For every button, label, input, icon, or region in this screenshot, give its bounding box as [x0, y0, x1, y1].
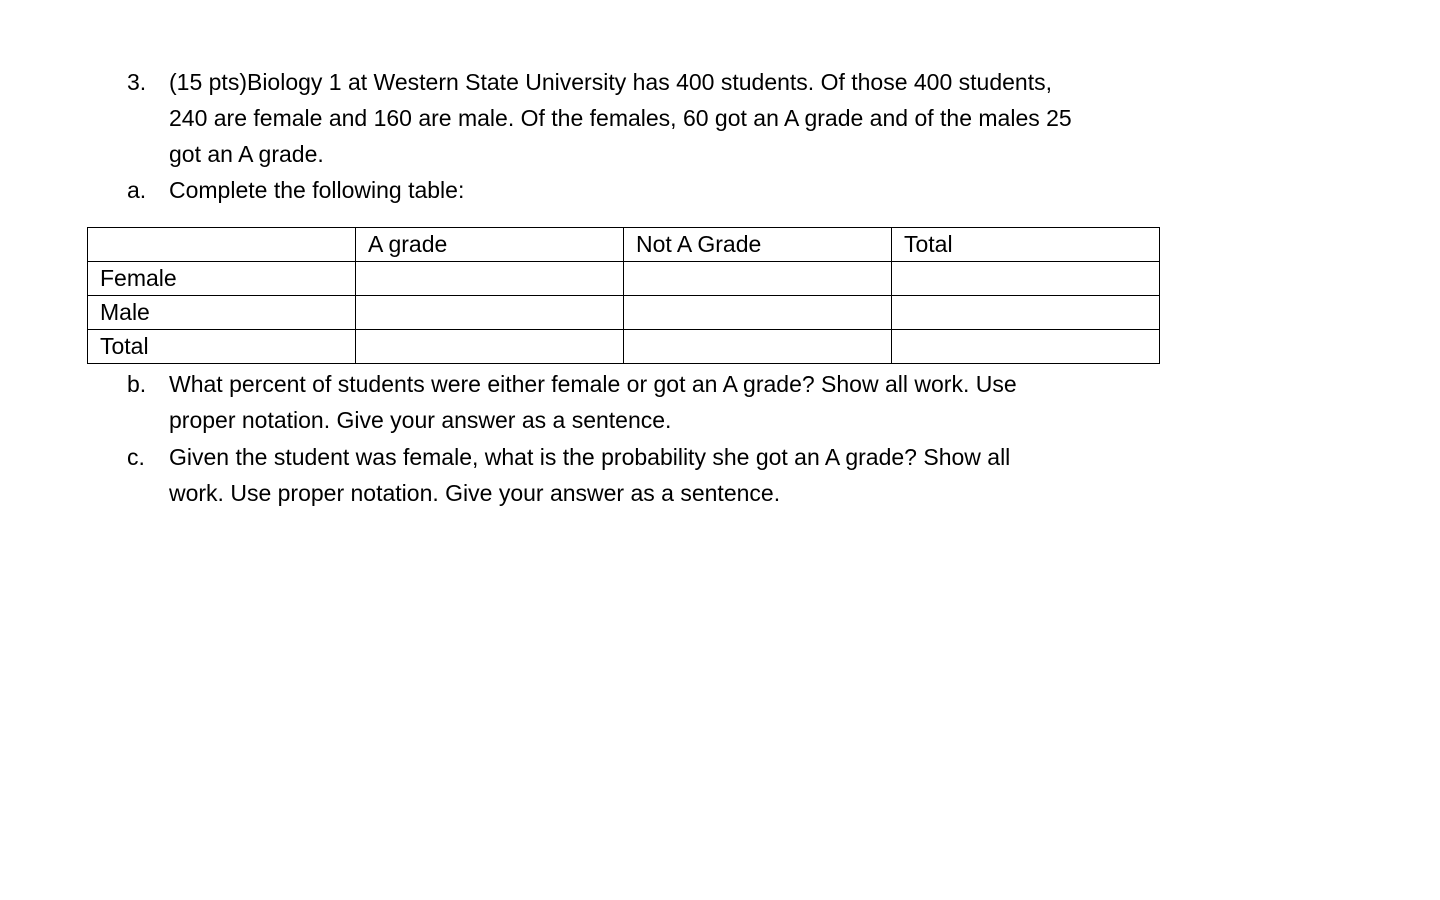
table-row-total: [88, 330, 1160, 364]
question-number: 3.: [127, 69, 147, 95]
cell-male-a-grade[interactable]: [356, 296, 624, 330]
grade-table: [87, 227, 1160, 364]
row-label-female: Female: [88, 262, 356, 296]
part-a-text: Complete the following table:: [169, 177, 465, 203]
table-header-not-a-grade: Not A Grade: [624, 228, 892, 262]
cell-female-total[interactable]: [892, 262, 1160, 296]
part-c-text-line-2: work. Use proper notation. Give your answer as a sentence.: [169, 480, 781, 506]
part-c-marker: c.: [127, 444, 145, 470]
row-label-male: Male: [88, 296, 356, 330]
table-header-row: [88, 228, 1160, 262]
cell-female-not-a-grade[interactable]: [624, 262, 892, 296]
part-b-text-line-2: proper notation. Give your answer as a sentence.: [169, 407, 672, 433]
cell-total-not-a-grade[interactable]: [624, 330, 892, 364]
part-c-text-line-1: Given the student was female, what is the probability she got an A grade? Show all: [169, 444, 1011, 470]
row-label-total: Total: [88, 330, 356, 364]
table-header-total: Total: [892, 228, 1160, 262]
table-header-a-grade: A grade: [356, 228, 624, 262]
part-b-marker: b.: [127, 371, 147, 397]
cell-female-a-grade[interactable]: [356, 262, 624, 296]
table-row-female: [88, 262, 1160, 296]
cell-total-a-grade[interactable]: [356, 330, 624, 364]
question-text-line-3: got an A grade.: [169, 141, 324, 167]
cell-total-total[interactable]: [892, 330, 1160, 364]
cell-male-not-a-grade[interactable]: [624, 296, 892, 330]
table-header-empty: [88, 228, 356, 262]
table-row-male: [88, 296, 1160, 330]
question-text-line-1: (15 pts)Biology 1 at Western State University has 400 students. Of those 400 students,: [169, 69, 1052, 95]
part-b-text-line-1: What percent of students were either female or got an A grade? Show all work. Use: [169, 371, 1017, 397]
part-a-marker: a.: [127, 177, 147, 203]
question-text-line-2: 240 are female and 160 are male. Of the females, 60 got an A grade and of the males 25: [169, 105, 1072, 131]
cell-male-total[interactable]: [892, 296, 1160, 330]
